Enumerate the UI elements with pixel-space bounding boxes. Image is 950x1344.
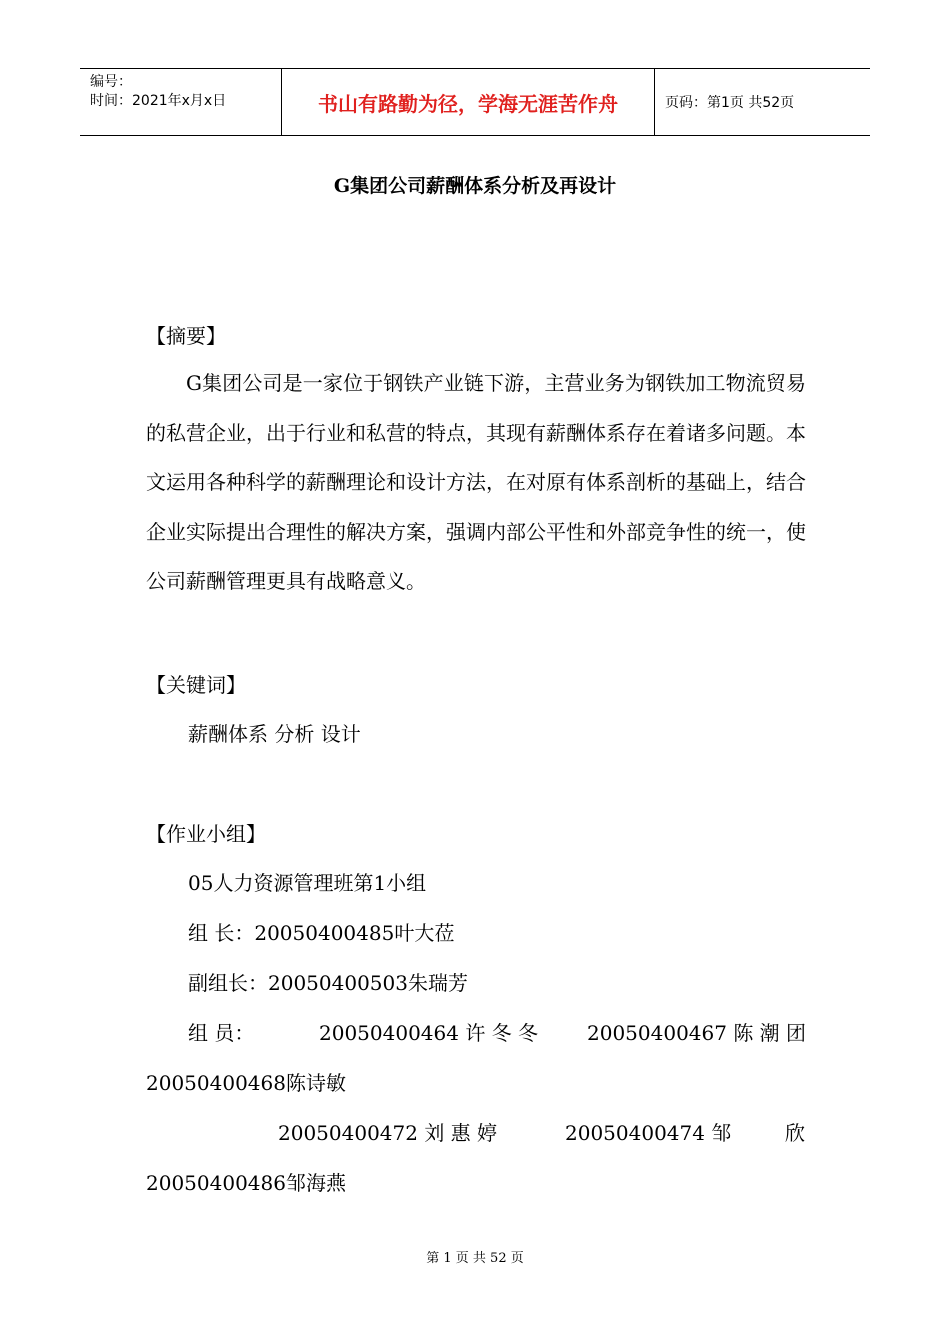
group-vice-leader: 副组长：20050400503朱瑞芳 [188,971,468,995]
group-member-end: 欣 [785,1121,805,1145]
header-table [80,68,870,136]
group-members-label: 组 员： [188,1021,255,1045]
group-class: 05人力资源管理班第1小组 [188,871,427,895]
time-label: 时间：2021年x月x日 [90,93,227,109]
document-title: G集团公司薪酬体系分析及再设计 [333,175,617,197]
page-info: 页码：第1页 共52页 [665,95,795,111]
number-label: 编号： [90,74,132,90]
group-leader: 组 长：20050400485叶大莅 [188,921,455,945]
page-footer: 第 1 页 共 52 页 [426,1251,524,1266]
abstract-heading: 【摘要】 [146,324,226,348]
group-member: 20050400468陈诗敏 [146,1071,346,1095]
group-member: 20050400474 邹 [565,1121,732,1145]
group-heading: 【作业小组】 [146,822,266,846]
header-motto-cell [282,69,655,135]
group-member: 20050400486邹海燕 [146,1171,346,1195]
group-member: 20050400464 许 冬 冬 [319,1021,539,1045]
header-meta-cell [80,69,282,135]
keywords-heading: 【关键词】 [146,673,246,697]
keywords-text: 薪酬体系 分析 设计 [188,722,361,746]
group-member: 20050400472 刘 惠 婷 [278,1121,498,1145]
header-page-cell [655,69,870,135]
motto: 书山有路勤为径，学海无涯苦作舟 [318,91,618,116]
group-member: 20050400467 陈 潮 团 [587,1021,807,1045]
abstract-text: G集团公司是一家位于钢铁产业链下游，主营业务为钢铁加工物流贸易的私营企业，出于行业和私营的特点，其现有薪酬体系存在着诸多问题。本文运用各种科学的薪酬理论和设计方法，在对原有体系剖析的基础上，结合企业实际提出合理性的解决方案，强调内部公平性和外部竞争性的统一，使公司薪酬管理更具有战略意义。 [146,371,806,593]
